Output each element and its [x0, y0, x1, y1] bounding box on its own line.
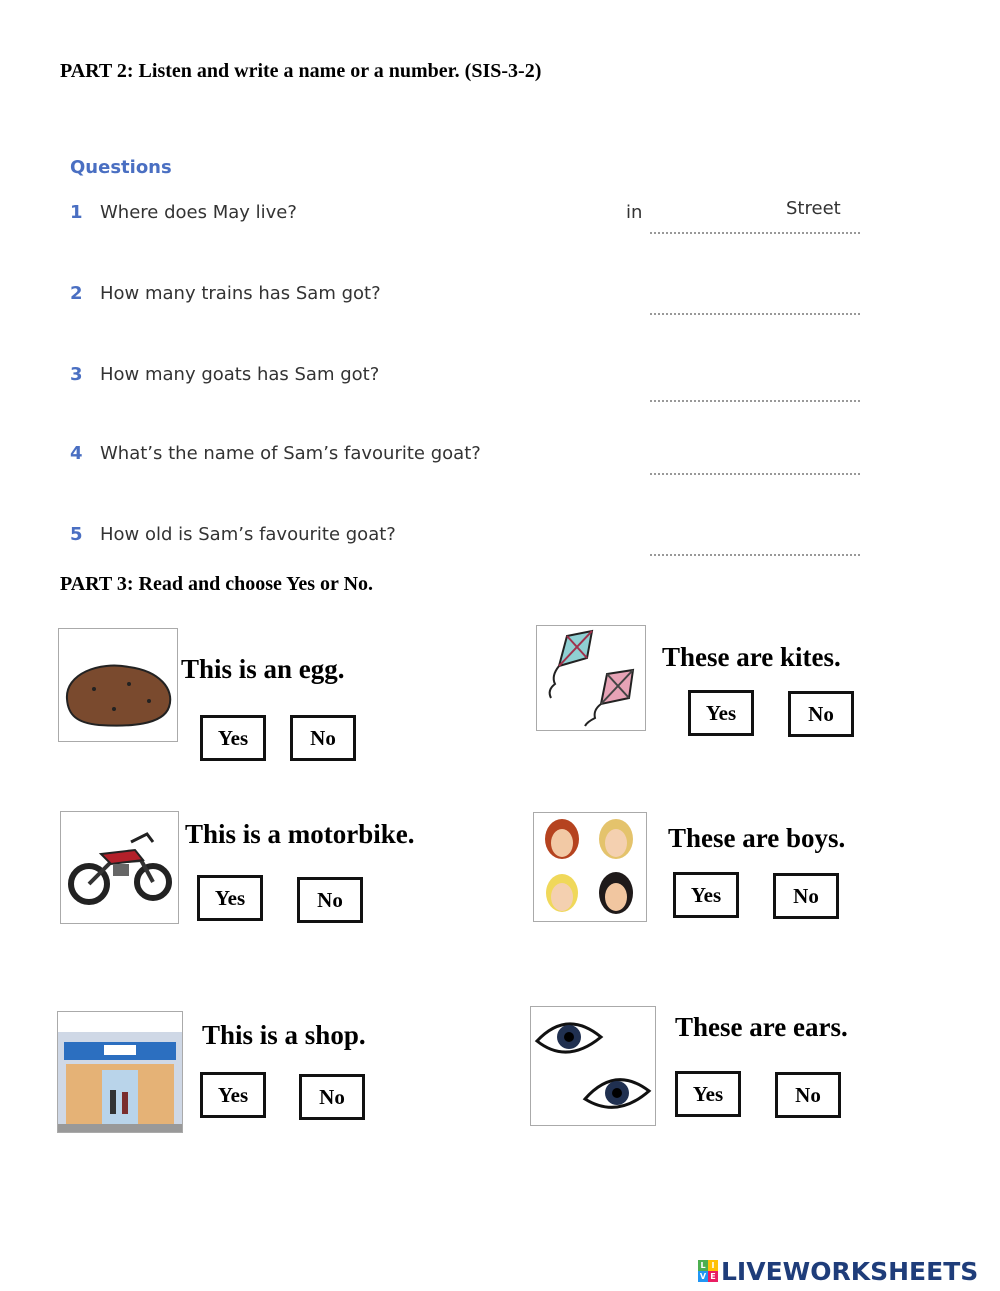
kites-picture — [536, 625, 646, 731]
motorbike-picture — [60, 811, 179, 924]
logo-mark-letter: L — [698, 1260, 708, 1271]
answer-field[interactable] — [650, 218, 860, 234]
no-button[interactable]: No — [299, 1074, 365, 1120]
question-row — [0, 443, 1000, 473]
question-number: 5 — [70, 524, 83, 545]
answer-suffix: Street — [786, 198, 841, 219]
logo-mark-icon — [698, 1260, 718, 1282]
no-button[interactable]: No — [775, 1072, 841, 1118]
question-text: How old is Sam’s favourite goat? — [100, 524, 396, 545]
no-button[interactable]: No — [297, 877, 363, 923]
statement-text: These are ears. — [675, 1012, 848, 1042]
statement-text: This is a shop. — [202, 1020, 366, 1050]
question-row — [0, 524, 1000, 554]
question-text: What’s the name of Sam’s favourite goat? — [100, 443, 481, 464]
statement-text: This is a motorbike. — [185, 819, 415, 849]
yes-button[interactable]: Yes — [688, 690, 754, 736]
eyes-picture — [530, 1006, 656, 1126]
yes-button[interactable]: Yes — [200, 715, 266, 761]
faces-picture — [533, 812, 647, 922]
potato-icon — [59, 629, 177, 741]
question-row — [0, 364, 1000, 394]
answer-field[interactable] — [650, 299, 860, 315]
questions-title: Questions — [70, 157, 172, 178]
question-row — [0, 283, 1000, 313]
logo-mark-letter: V — [699, 1272, 707, 1281]
question-number: 2 — [70, 283, 83, 304]
kites-icon — [537, 626, 645, 730]
answer-field[interactable] — [650, 540, 860, 556]
question-text: How many trains has Sam got? — [100, 283, 381, 304]
logo-text: LIVEWORKSHEETS — [721, 1256, 979, 1286]
eyes-icon — [531, 1007, 655, 1125]
yes-button[interactable]: Yes — [675, 1071, 741, 1117]
answer-field[interactable] — [650, 386, 860, 402]
question-row — [0, 198, 1000, 232]
yes-button[interactable]: Yes — [200, 1072, 266, 1118]
answer-field[interactable] — [650, 459, 860, 475]
statement-text: This is an egg. — [181, 654, 345, 684]
yes-button[interactable]: Yes — [197, 875, 263, 921]
liveworksheets-logo — [698, 1254, 978, 1288]
question-number: 4 — [70, 443, 83, 464]
question-number: 1 — [70, 202, 83, 223]
statement-text: These are kites. — [662, 642, 841, 672]
motorbike-icon — [61, 812, 178, 923]
part2-heading: PART 2: Listen and write a name or a number. (SIS-3-2) — [60, 60, 542, 82]
girls-faces-icon — [534, 813, 646, 921]
answer-prefix: in — [626, 202, 643, 223]
yes-button[interactable]: Yes — [673, 872, 739, 918]
logo-mark-letter: E — [708, 1271, 718, 1282]
part3-heading: PART 3: Read and choose Yes or No. — [60, 573, 374, 595]
no-button[interactable]: No — [290, 715, 356, 761]
question-text: Where does May live? — [100, 202, 297, 223]
logo-mark-letter: I — [708, 1260, 718, 1271]
shop-picture — [57, 1011, 183, 1133]
shop-icon — [58, 1012, 182, 1132]
statement-text: These are boys. — [668, 823, 846, 853]
potato-picture — [58, 628, 178, 742]
no-button[interactable]: No — [788, 691, 854, 737]
question-number: 3 — [70, 364, 83, 385]
question-text: How many goats has Sam got? — [100, 364, 380, 385]
no-button[interactable]: No — [773, 873, 839, 919]
